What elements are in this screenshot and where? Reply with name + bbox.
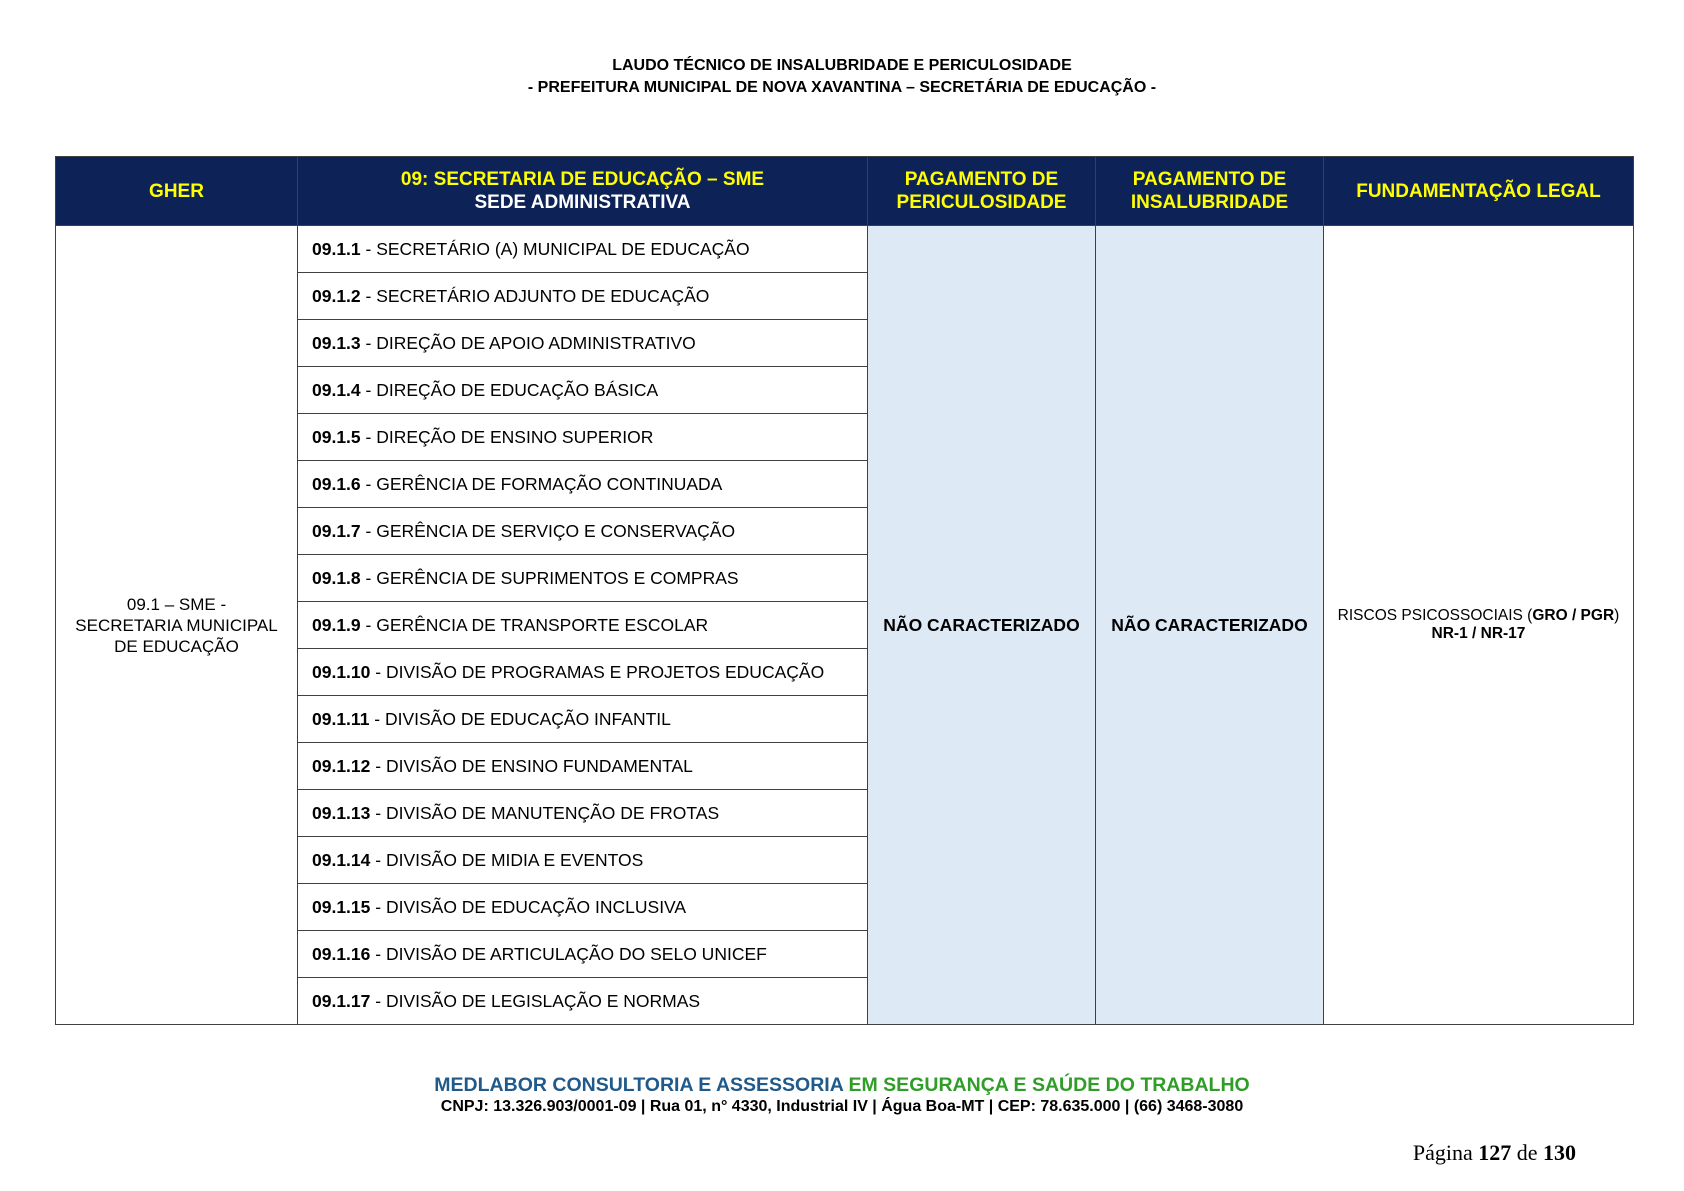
role-cell: 09.1.9 - GERÊNCIA DE TRANSPORTE ESCOLAR: [298, 602, 868, 649]
role-cell: 09.1.11 - DIVISÃO DE EDUCAÇÃO INFANTIL: [298, 696, 868, 743]
role-cell: 09.1.8 - GERÊNCIA DE SUPRIMENTOS E COMPRAS: [298, 555, 868, 602]
column-header-periculosidade: PAGAMENTO DE PERICULOSIDADE: [868, 157, 1096, 226]
role-cell: 09.1.10 - DIVISÃO DE PROGRAMAS E PROJETOS EDUCAÇÃO: [298, 649, 868, 696]
periculosidade-status: NÃO CARACTERIZADO: [868, 226, 1096, 1025]
document-subtitle: - PREFEITURA MUNICIPAL DE NOVA XAVANTINA – SECRETÁRIA DE EDUCAÇÃO -: [527, 79, 1157, 96]
role-cell: 09.1.16 - DIVISÃO DE ARTICULAÇÃO DO SELO UNICEF: [298, 931, 868, 978]
footer-address: CNPJ: 13.326.903/0001-09 | Rua 01, n° 4330, Industrial IV | Água Boa-MT | CEP: 78.635.000 | (66) 3468-3080: [440, 1098, 1244, 1115]
column-header-gher: GHER: [56, 157, 298, 226]
table-header-row: [56, 157, 1634, 226]
sector-subtitle: SEDE ADMINISTRATIVA: [474, 192, 691, 213]
role-cell: 09.1.17 - DIVISÃO DE LEGISLAÇÃO E NORMAS: [298, 978, 868, 1025]
role-cell: 09.1.5 - DIREÇÃO DE ENSINO SUPERIOR: [298, 414, 868, 461]
table-row: [56, 226, 1634, 273]
role-cell: 09.1.4 - DIREÇÃO DE EDUCAÇÃO BÁSICA: [298, 367, 868, 414]
column-header-insalubridade: PAGAMENTO DE INSALUBRIDADE: [1096, 157, 1324, 226]
role-cell: 09.1.6 - GERÊNCIA DE FORMAÇÃO CONTINUADA: [298, 461, 868, 508]
sector-title: 09: SECRETARIA DE EDUCAÇÃO – SME: [400, 169, 765, 190]
column-header-sector: [298, 157, 868, 226]
gher-cell: 09.1 – SME - SECRETARIA MUNICIPAL DE EDUCAÇÃO: [56, 226, 298, 1025]
role-cell: 09.1.7 - GERÊNCIA DE SERVIÇO E CONSERVAÇÃO: [298, 508, 868, 555]
risk-table: [55, 156, 1634, 1025]
role-cell: 09.1.1 - SECRETÁRIO (A) MUNICIPAL DE EDUCAÇÃO: [298, 226, 868, 273]
document-title: LAUDO TÉCNICO DE INSALUBRIDADE E PERICULOSIDADE: [612, 57, 1072, 74]
role-cell: 09.1.13 - DIVISÃO DE MANUTENÇÃO DE FROTAS: [298, 790, 868, 837]
document-header: [0, 55, 1684, 99]
fundamentacao-cell: RISCOS PSICOSSOCIAIS (GRO / PGR) NR-1 / NR-17: [1324, 226, 1634, 1025]
role-cell: 09.1.12 - DIVISÃO DE ENSINO FUNDAMENTAL: [298, 743, 868, 790]
insalubridade-status: NÃO CARACTERIZADO: [1096, 226, 1324, 1025]
footer-company-name: MEDLABOR CONSULTORIA E ASSESSORIA EM SEGURANÇA E SAÚDE DO TRABALHO: [434, 1074, 1250, 1096]
role-cell: 09.1.3 - DIREÇÃO DE APOIO ADMINISTRATIVO: [298, 320, 868, 367]
page-number: Página 127 de 130: [1412, 1140, 1576, 1165]
role-cell: 09.1.14 - DIVISÃO DE MIDIA E EVENTOS: [298, 837, 868, 884]
role-cell: 09.1.2 - SECRETÁRIO ADJUNTO DE EDUCAÇÃO: [298, 273, 868, 320]
role-cell: 09.1.15 - DIVISÃO DE EDUCAÇÃO INCLUSIVA: [298, 884, 868, 931]
column-header-fundamentacao: FUNDAMENTAÇÃO LEGAL: [1324, 157, 1634, 226]
